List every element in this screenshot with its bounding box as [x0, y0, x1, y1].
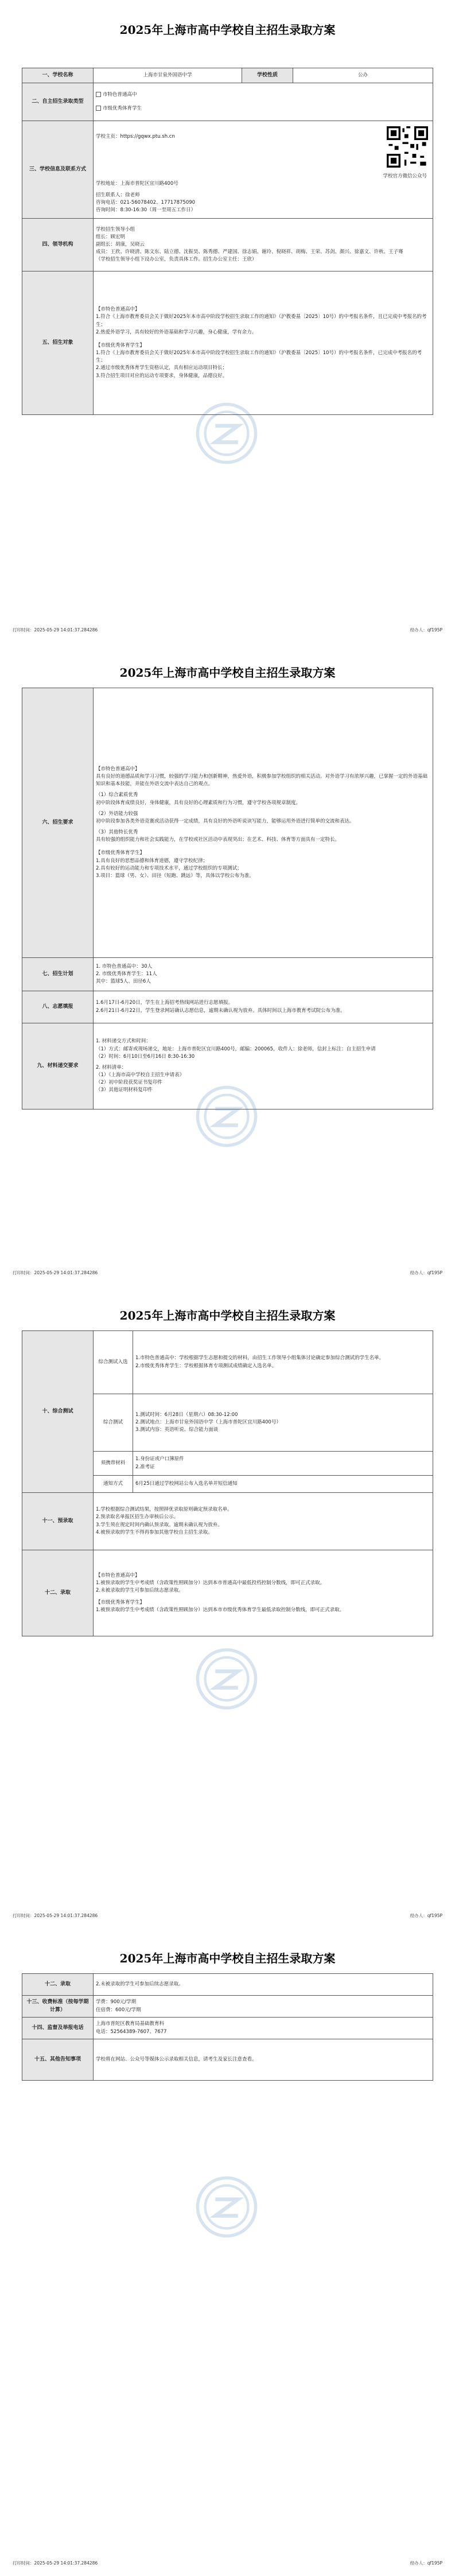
print-time: 打印时间：2025-05-29 14:01:37.284286	[13, 1913, 98, 1918]
contact-info	[94, 121, 433, 219]
row-label-other: 十五、其他告知事项	[22, 2039, 94, 2081]
paragraph: 具有良好的道德品质和学习习惯，较强的学习能力和创新精神，热爱外语，积极参加学校组织的相关活动。对外语学习有浓厚兴趣，已掌握一定的外语基础知识和基本技能，并能在外语交流中表达自己的观点。	[96, 774, 428, 787]
paragraph: 3.项目：篮球（男、女）、田径（短跑、跳远）等，具体以学校公布为准。	[96, 872, 254, 879]
paragraph: 1.具有良好的思想品德和体育道德，遵守学校纪律；	[96, 858, 208, 864]
row-label-school-type: 学校性质	[242, 68, 293, 83]
signer: 经办人：qf195P	[410, 2561, 442, 2566]
page-1	[0, 0, 455, 643]
table-row	[22, 991, 433, 1023]
leadership-line: 副组长：胡康，吴晓云	[96, 241, 145, 247]
paragraph: 1.符合《上海市教育委员会关于做好2025年本市高中阶段学校招生录取工作的通知》（沪教委基〔2025〕10号）的中考报名条件，且已完成中考报名的考生；	[96, 314, 427, 328]
section-heading: 【市特色普通高中】	[96, 1572, 140, 1578]
table-row	[22, 958, 433, 991]
row-label-admission: 十二、录取	[22, 1974, 94, 1996]
row-label-admission-type: 二、自主招生录取类型	[22, 83, 94, 121]
row-label-school-name: 一、学校名称	[22, 68, 94, 83]
supervision-line: 上海市普陀区教育局基础教育科	[96, 2021, 165, 2027]
materials-line: （1）方式：邮寄或现场递交，地址：上海市普陀区宜川路400号，邮编：200065，收件人：徐老师，信封上标注：自主招生申请	[96, 1046, 376, 1052]
table-row	[22, 1974, 433, 1996]
supervision-info	[94, 2018, 433, 2039]
admission-table-page-2	[22, 688, 433, 1109]
admission-table-page-4	[22, 1973, 433, 2081]
paragraph: 2.热爱外语学习，具有较好的外语基础和学习兴趣，身心健康，学有余力。	[96, 329, 257, 335]
paragraph: 1.符合《上海市教育委员会关于做好2025年本市高中阶段学校招生录取工作的通知》（沪教委基〔2025〕10号）的中考报名条件，已完成中考报名的考生；	[96, 350, 422, 364]
page-2	[0, 643, 455, 1286]
leadership-line: 组长：顾宏明	[96, 234, 126, 240]
row-label-pre-admission: 十一、预录取	[22, 1493, 94, 1550]
print-time: 打印时间：2025-05-29 14:01:37.284286	[13, 627, 98, 633]
print-time: 打印时间：2025-05-29 14:01:37.284286	[13, 2561, 98, 2566]
table-row	[22, 1996, 433, 2018]
materials-line: （3）其他证明材料复印件	[96, 1087, 153, 1093]
paragraph: 3.测试内容：英语听说、综合能力面谈	[135, 1427, 219, 1433]
row-label-requirements: 六、招生要求	[22, 688, 94, 958]
checkbox-checked-icon	[96, 106, 101, 111]
paragraph: 3.学生须在规定时间内确认预录取。逾期未确认视为放弃。	[96, 1522, 223, 1528]
bring-materials-info	[133, 1452, 433, 1476]
paragraph: （3）其他特长优秀	[96, 829, 138, 836]
leadership-line: 成员：王欣、许晓清、陈文东、陆立德、沈振昊、陈秀德、严建国、徐志娟、谢玲、倪晓祥、胡梅、王荣、苏剑、颜兴、徐嘉文、许秋、王子骞	[96, 249, 403, 255]
row-label-assessment: 十、综合测试	[22, 1331, 94, 1493]
sub-label-materials: 须携带材料	[94, 1452, 133, 1476]
paragraph: 初中阶段体育成绩良好，身体健康，具有良好的心理素质和行为习惯，遵守学校各项规章制度。	[96, 800, 301, 806]
paragraph: 1.测试时间：6月28日（星期六）08:30-12:00	[135, 1411, 238, 1418]
option-sports-student: 市级优秀体育学生	[96, 105, 430, 112]
selection-info	[133, 1331, 433, 1394]
materials-line: （2）初中阶段获奖证书复印件	[96, 1080, 162, 1086]
paragraph: 具有较强的组织能力和社会实践能力，在学校或社区活动中表现突出；在艺术、科技、体育等方面具有一定特长。	[96, 837, 340, 843]
paragraph: 2.通过市级优秀体育学生资格认定，具有相应运动项目特长；	[96, 365, 228, 371]
supervision-line: 电话：52564389-7607、7677	[96, 2028, 167, 2035]
table-row	[22, 2039, 433, 2081]
table-row	[22, 688, 433, 958]
sub-label-test: 综合测试	[94, 1394, 133, 1452]
fee-line: 学费：900元/学期	[96, 1999, 137, 2005]
signer: 经办人：qf195P	[410, 1913, 442, 1918]
plan-info	[94, 958, 433, 991]
other-info: 学校将在网站、公众号等媒体公示录取相关信息，请考生及家长注意查看。	[94, 2039, 433, 2081]
requirements-info	[94, 688, 433, 958]
paragraph: 2.未被录取的学生可参加后续志愿录取。	[96, 1587, 184, 1593]
paragraph: 2.具有较好的运动能力和专项技术水平，通过学校组织的专项测试；	[96, 865, 242, 871]
test-info	[133, 1394, 433, 1452]
table-row	[22, 1493, 433, 1550]
materials-line: （2）时间：6月10日至6月16日 8:30-16:30	[96, 1053, 195, 1060]
watermark-logo-icon	[195, 1647, 258, 1710]
paragraph: 1.学校根据综合测试结果，按照择优录取原则确定预录取名单。	[96, 1507, 232, 1513]
admission-info	[94, 1550, 433, 1636]
section-heading: 【市级优秀体育学生】	[96, 1600, 145, 1606]
document-title: 2025年上海市高中学校自主招生录取方案	[119, 666, 336, 680]
paragraph: 1.身份证或户口簿原件	[135, 1456, 184, 1462]
leadership-line: 学校招生领导小组	[96, 226, 135, 232]
paragraph: 1.被预录取的学生中考成绩（含政策性照顾加分）达到本市市级优秀体育学生最低录取控制分数线，即可正式录取。	[96, 1607, 345, 1613]
plan-line: 其中：篮球5人、田径6人	[96, 979, 151, 985]
row-label-leadership: 四、领导机构	[22, 219, 94, 271]
row-label-plan: 七、招生计划	[22, 958, 94, 991]
pre-admission-info	[94, 1493, 433, 1550]
row-label-admission: 十二、录取	[22, 1550, 94, 1636]
fees-info	[94, 1996, 433, 2018]
document-title: 2025年上海市高中学校自主招生录取方案	[119, 1309, 336, 1322]
qr-note: 学校官方微信公众号	[383, 173, 427, 180]
contact-phone: 咨询电话：021-56078402、17717875090	[96, 199, 196, 205]
table-row	[22, 121, 433, 219]
section-heading: 【市特色普通高中】	[96, 307, 140, 313]
leadership-info	[94, 219, 433, 271]
table-row	[22, 83, 433, 121]
print-time: 打印时间：2025-05-29 14:01:37.284286	[13, 1270, 98, 1275]
notice-info: 6月25日通过学校网站公布入选名单并短信通知	[133, 1476, 433, 1493]
table-row	[22, 271, 433, 415]
admission-continued: 2.未被录取的学生可参加后续志愿录取。	[94, 1974, 433, 1996]
table-row	[22, 1550, 433, 1636]
paragraph: 2.市级优秀体育学生：学校根据体育专项测试成绩确定入选名单。	[135, 1363, 277, 1369]
application-line: 2.6月21日-6月22日，学生登录网站确认志愿信息，逾期未确认视为放弃。具体时间以上海市教育考试院公布为准。	[96, 1007, 345, 1014]
paragraph: 2.预录取名单报区招生办审核后公示。	[96, 1514, 179, 1520]
application-line: 1.6月17日-6月20日，学生在上海招考热线网站进行志愿填报。	[96, 1000, 234, 1006]
row-label-application: 八、志愿填报	[22, 991, 94, 1023]
plan-line: 2. 市级优秀体育学生：11人	[96, 971, 157, 977]
sub-label-notice: 通知方式	[94, 1476, 133, 1493]
materials-info	[94, 1023, 433, 1109]
watermark-logo-icon	[195, 402, 258, 465]
row-label-supervision: 十四、监督及举报电话	[22, 2018, 94, 2039]
section-heading: 【市级优秀体育学生】	[96, 850, 145, 856]
signer: 经办人：qf195P	[410, 627, 442, 633]
option-special-high-school: 市特色普通高中	[96, 91, 430, 99]
signer: 经办人：qf195P	[410, 1270, 442, 1275]
row-label-target: 五、招生对象	[22, 271, 94, 415]
plan-line: 1. 市特色普通高中：30人	[96, 963, 153, 969]
school-website: 学校主页：https://gqwx.ptu.sh.cn	[96, 133, 175, 139]
materials-line: 1. 材料递交方式和时间：	[96, 1038, 151, 1045]
paragraph: 1.被预录取的学生中考成绩（含政策性照顾加分）达到本市普通高中最低投档控制分数线，即可正式录取。	[96, 1580, 325, 1586]
school-type-value: 公办	[293, 68, 433, 83]
row-label-contact: 三、学校信息及联系方式	[22, 121, 94, 219]
paragraph: 3.符合招生项目对应的运动专项要求，身体健康，品德良好。	[96, 373, 228, 379]
school-name-value: 上海市甘泉外国语中学	[94, 68, 242, 83]
paragraph: （2）外语能力较强	[96, 810, 138, 817]
paragraph: 2.测试地点：上海市甘泉外国语中学（上海市普陀区宜川路400号）	[135, 1419, 281, 1425]
contact-person: 招生联系人：徐老师	[96, 192, 140, 198]
qr-code-icon	[387, 126, 428, 168]
row-label-fees: 十三、收费标准（按每学期计算）	[22, 1996, 94, 2018]
leadership-line: （学校招生领导小组下设办公室，负责具体工作。招生办公室主任：王欣）	[96, 257, 257, 263]
table-row	[22, 1331, 433, 1394]
materials-line: 2. 材料清单：	[96, 1064, 127, 1070]
paragraph: 4.被预录取的学生不得再参加其他学校自主招生录取。	[96, 1529, 213, 1535]
paragraph: （1）综合素质优秀	[96, 792, 138, 798]
admission-table-page-3	[22, 1330, 433, 1636]
paragraph: 2.准考证	[135, 1464, 155, 1470]
paragraph: 1.市特色普通高中：学校根据学生志愿和提交的材料，由招生工作领导小组集体讨论确定参加综合测试的学生名单。	[135, 1355, 384, 1361]
document-title: 2025年上海市高中学校自主招生录取方案	[119, 1952, 336, 1965]
section-heading: 【市级优秀体育学生】	[96, 342, 145, 348]
section-heading: 【市特色普通高中】	[96, 766, 140, 772]
checkbox-checked-icon	[96, 92, 101, 97]
application-info	[94, 991, 433, 1023]
target-info	[94, 271, 433, 415]
contact-hours: 咨询时间：8:30-16:30（周一至周五工作日）	[96, 207, 196, 213]
table-row	[22, 219, 433, 271]
materials-line: （1）《上海市高中学校自主招生申请表》	[96, 1072, 185, 1078]
sub-label-selection: 综合测试入选	[94, 1331, 133, 1394]
row-label-materials: 九、材料递交要求	[22, 1023, 94, 1109]
school-address: 学校地址：上海市普陀区宜川路400号	[96, 181, 178, 187]
table-row	[22, 2018, 433, 2039]
page-4	[0, 1929, 455, 2576]
watermark-logo-icon	[195, 2175, 258, 2239]
admission-table-page-1	[22, 68, 433, 415]
admission-type-options	[94, 83, 433, 121]
page-3	[0, 1286, 455, 1929]
document-title: 2025年上海市高中学校自主招生录取方案	[119, 23, 336, 37]
paragraph: 初中阶段参加各类外语竞赛或活动获得一定成绩，具有良好的外语听说读写能力，能够运用外语进行简单的交流和表达。	[96, 818, 355, 824]
fee-line: 住宿费：600元/学期	[96, 2007, 141, 2013]
watermark-logo-icon	[195, 1085, 258, 1148]
table-row	[22, 68, 433, 83]
